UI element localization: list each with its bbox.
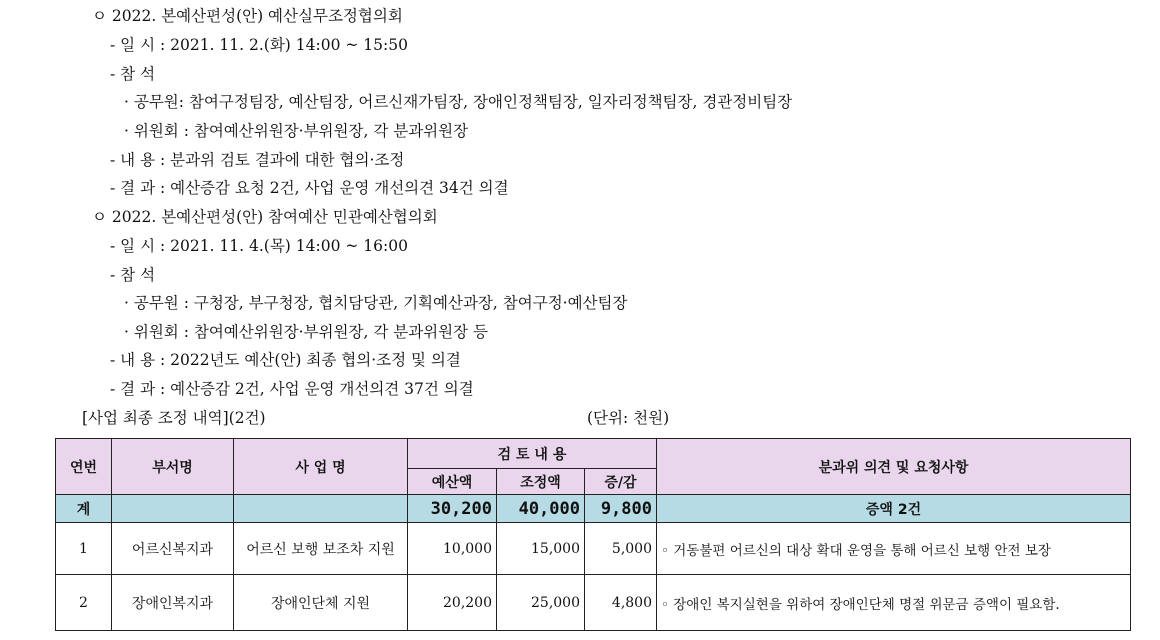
meeting-1-content: - 내 용 : 분과위 검토 결과에 대한 협의·조정	[110, 151, 405, 169]
row-opinion: ◦ 거동불편 어르신의 대상 확대 운영을 통해 어르신 보행 안전 보장	[657, 523, 1131, 575]
meeting-2-result: - 결 과 : 예산증감 2건, 사업 운영 개선의견 37건 의결	[110, 380, 474, 398]
total-project	[234, 495, 408, 523]
meeting-2-title: ㅇ 2022. 본예산편성(안) 참여예산 민관예산협의회	[92, 208, 438, 226]
row-change: 4,800	[585, 575, 657, 631]
total-adjusted: 40,000	[497, 495, 585, 523]
meeting-1-title: ㅇ 2022. 본예산편성(안) 예산실무조정협의회	[92, 7, 403, 25]
row-project: 어르신 보행 보조차 지원	[234, 523, 408, 575]
header-adjusted: 조정액	[497, 469, 585, 495]
row-budget: 20,200	[408, 575, 497, 631]
header-project: 사 업 명	[234, 439, 408, 495]
row-opinion: ◦ 장애인 복지실현을 위하여 장애인단체 명절 위문금 증액이 필요함.	[657, 575, 1131, 631]
meeting-1-attendees-label: - 참 석	[110, 65, 156, 83]
meeting-2-officials: · 공무원 : 구청장, 부구청장, 협치담당관, 기획예산과장, 참여구정·예산팀장	[124, 294, 628, 312]
total-dept	[112, 495, 234, 523]
table-row	[56, 575, 1131, 631]
row-change: 5,000	[585, 523, 657, 575]
meeting-1-result: - 결 과 : 예산증감 요청 2건, 사업 운영 개선의견 34건 의결	[110, 179, 509, 197]
header-opinion: 분과위 의견 및 요청사항	[657, 439, 1131, 495]
table-caption: [사업 최종 조정 내역](2건)	[82, 409, 266, 427]
table-row	[56, 523, 1131, 575]
meeting-1-committee: · 위원회 : 참여예산위원장·부위원장, 각 분과위원장	[124, 122, 469, 140]
meeting-1-date: - 일 시 : 2021. 11. 2.(화) 14:00 ~ 15:50	[110, 36, 408, 54]
header-row	[56, 439, 1131, 469]
row-project: 장애인단체 지원	[234, 575, 408, 631]
row-adjusted: 15,000	[497, 523, 585, 575]
header-no: 연번	[56, 439, 112, 495]
header-change: 증/감	[585, 469, 657, 495]
total-row	[56, 495, 1131, 523]
meeting-2-attendees-label: - 참 석	[110, 266, 156, 284]
row-dept: 장애인복지과	[112, 575, 234, 631]
total-change: 9,800	[585, 495, 657, 523]
unit-note: (단위: 천원)	[587, 409, 670, 427]
header-budget: 예산액	[408, 469, 497, 495]
header-review: 검 토 내 용	[408, 439, 657, 469]
row-no: 2	[56, 575, 112, 631]
header-dept: 부서명	[112, 439, 234, 495]
meeting-1-officials: · 공무원: 참여구정팀장, 예산팀장, 어르신재가팀장, 장애인정책팀장, 일자리정책팀장, 경관정비팀장	[124, 93, 793, 111]
budget-adjustment-table	[55, 438, 1131, 631]
meeting-2-date: - 일 시 : 2021. 11. 4.(목) 14:00 ~ 16:00	[110, 237, 408, 255]
total-opinion: 증액 2건	[657, 495, 1131, 523]
meeting-2-committee: · 위원회 : 참여예산위원장·부위원장, 각 분과위원장 등	[124, 323, 488, 341]
meeting-2-content: - 내 용 : 2022년도 예산(안) 최종 협의·조정 및 의결	[110, 351, 461, 369]
row-dept: 어르신복지과	[112, 523, 234, 575]
total-label: 계	[56, 495, 112, 523]
row-adjusted: 25,000	[497, 575, 585, 631]
total-budget: 30,200	[408, 495, 497, 523]
row-budget: 10,000	[408, 523, 497, 575]
row-no: 1	[56, 523, 112, 575]
